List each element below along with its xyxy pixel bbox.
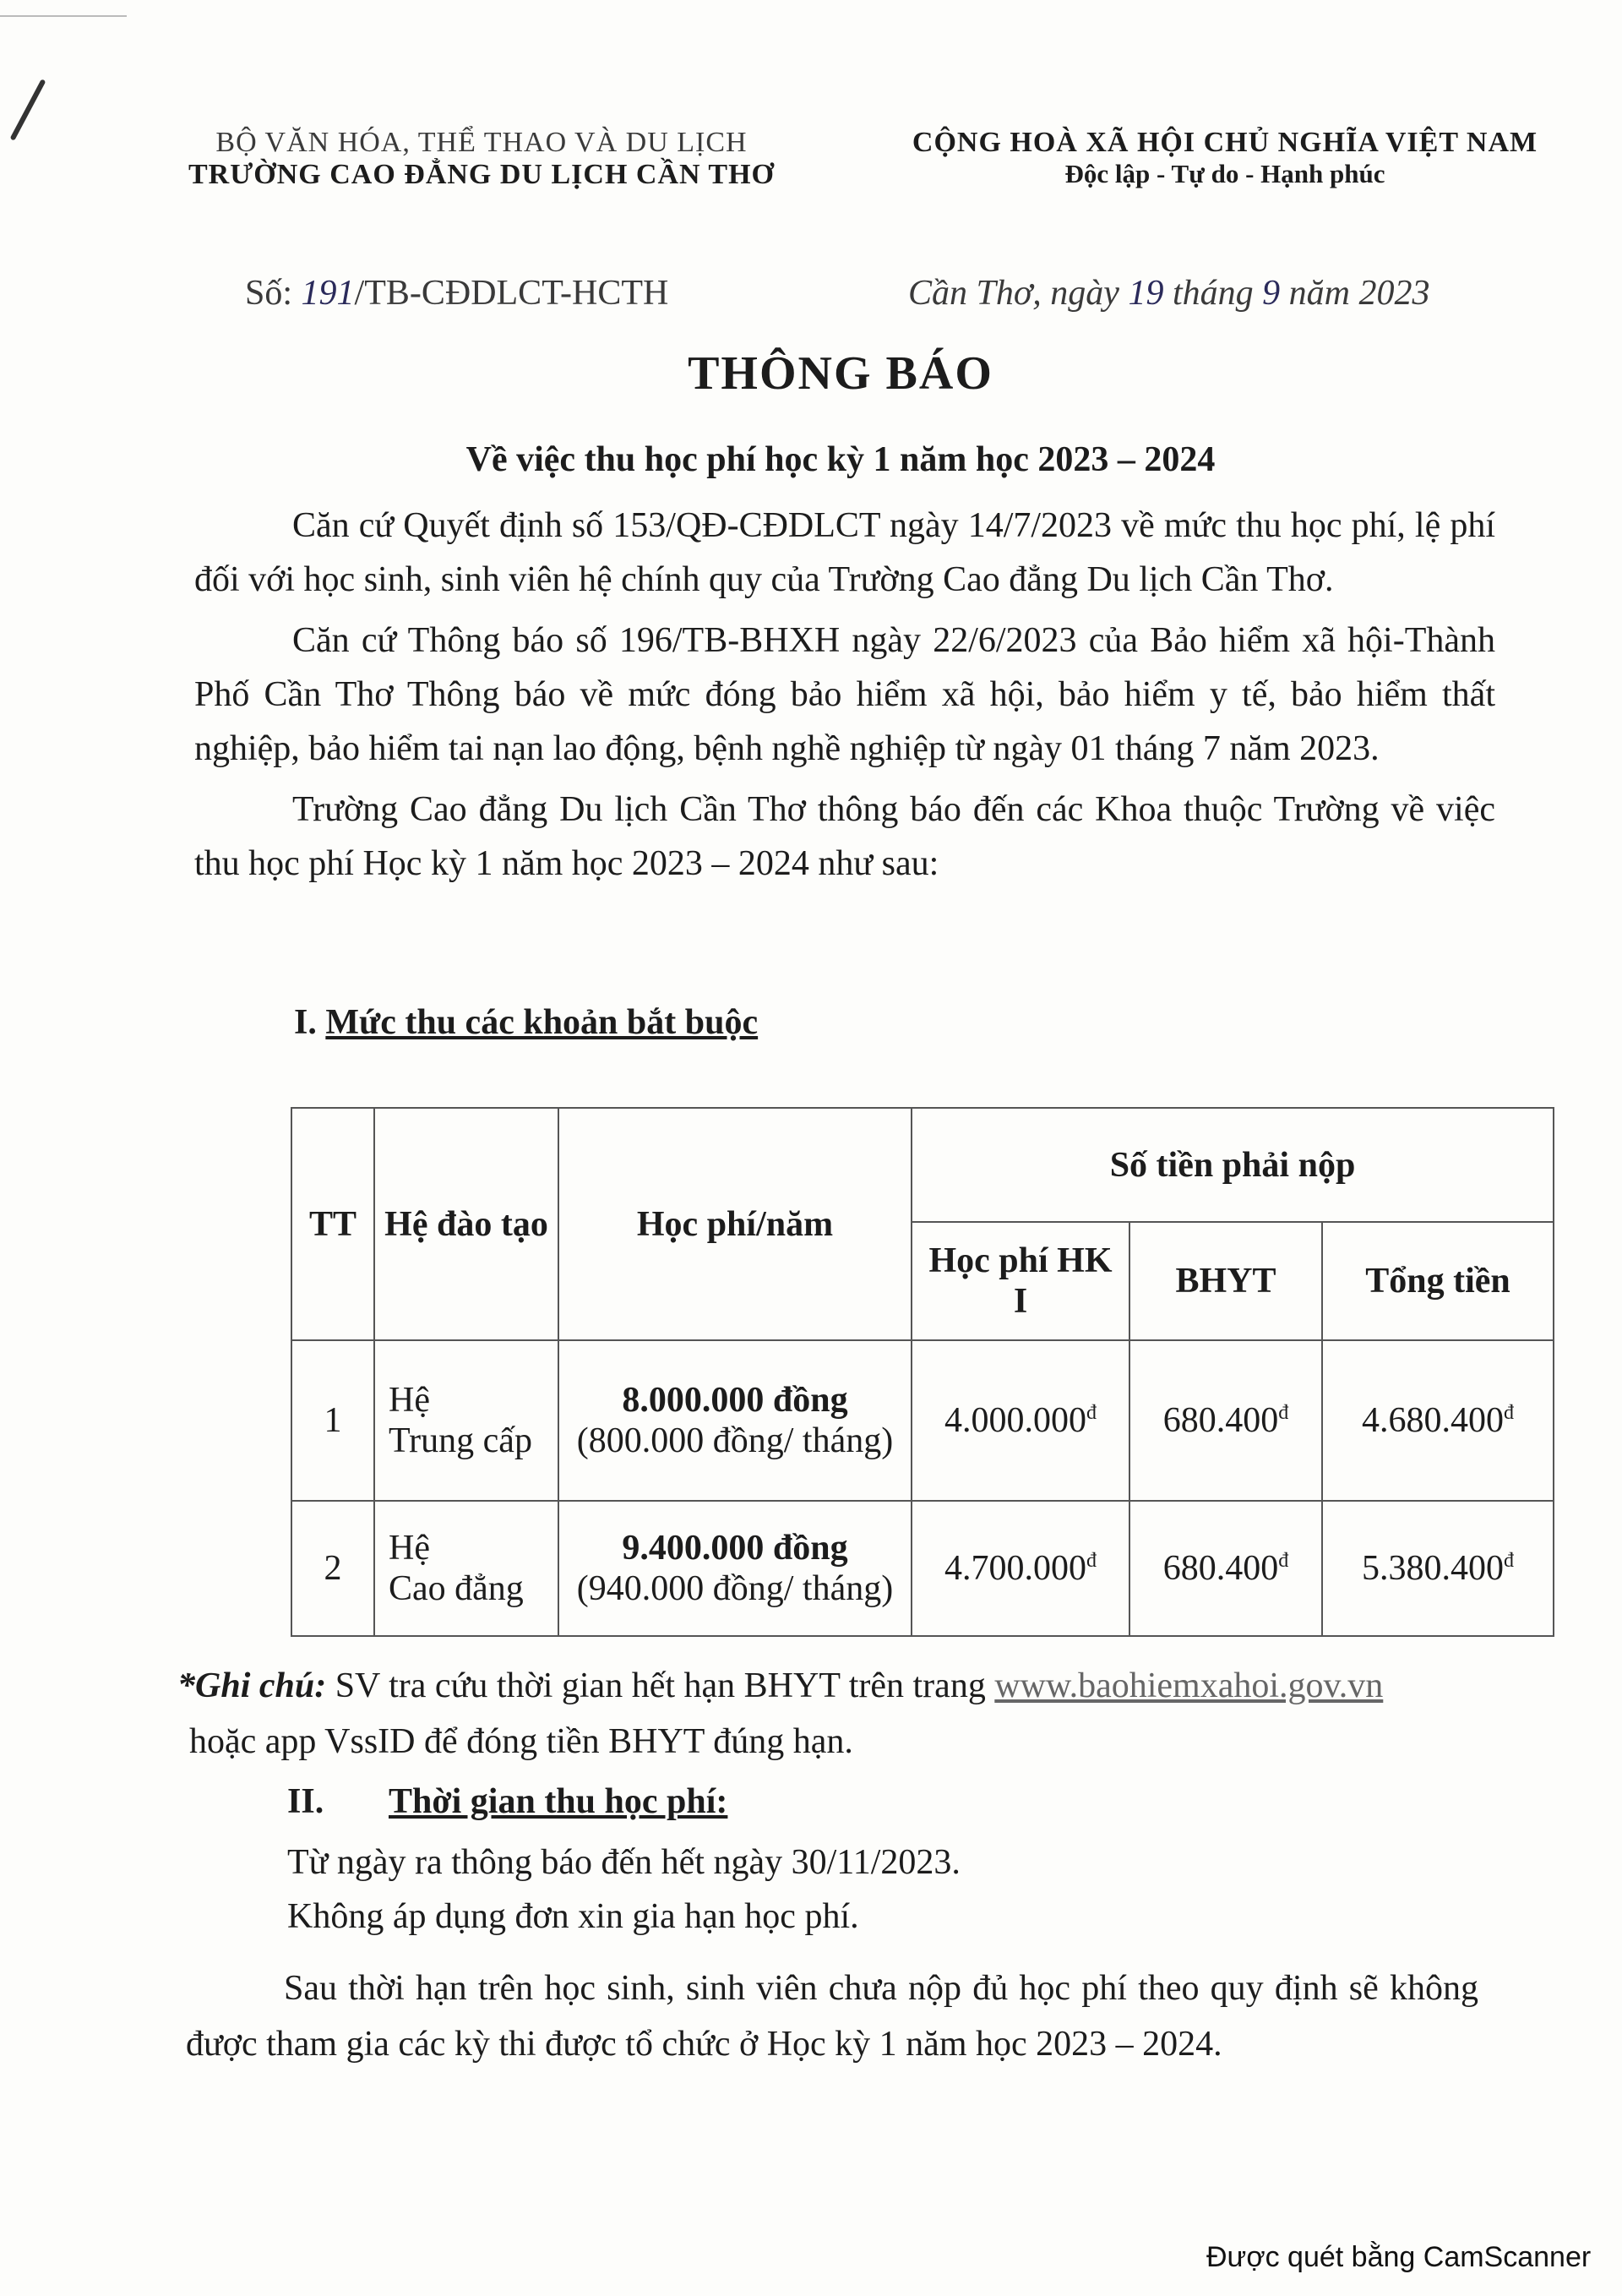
paragraph: Căn cứ Thông báo số 196/TB-BHXH ngày 22/6/2023 của Bảo hiểm xã hội-Thành Phố Cần Thơ Thông báo về mức đóng bảo hiểm xã hội, bảo hiểm y tế, bảo hiểm thất nghiệp, bảo hiểm tai nạn lao động, bệnh nghề nghiệp từ ngày 01 tháng 7 năm 2023. [194, 621, 1495, 768]
doc-number-prefix: Số: [245, 274, 302, 313]
collection-period [287, 1835, 961, 1944]
section-2-heading [287, 1781, 727, 1822]
national-motto: Độc lập - Tự do - Hạnh phúc [1064, 159, 1385, 188]
section-1-heading [294, 1002, 758, 1043]
currency-unit: đ [1278, 1550, 1289, 1572]
cell-semester-fee [912, 1340, 1129, 1501]
closing-text: Sau thời hạn trên học sinh, sinh viên chưa nộp đủ học phí theo quy định sẽ không được tham gia các kỳ thi được tổ chức ở Học kỳ 1 năm học 2023 – 2024. [186, 1969, 1478, 2064]
header-semester-fee: Học phí HK I [912, 1222, 1129, 1340]
bhxh-link[interactable]: www.baohiemxahoi.gov.vn [994, 1666, 1384, 1705]
fee-table [291, 1107, 1554, 1637]
paragraph: Căn cứ Quyết định số 153/QĐ-CĐDLCT ngày 14/7/2023 về mức thu học phí, lệ phí đối với học sinh, sinh viên hệ chính quy của Trường Cao đẳng Du lịch Cần Thơ. [194, 506, 1495, 599]
semester-fee-value: 4.000.000 [944, 1401, 1086, 1440]
section-1-number: I. [294, 1003, 326, 1042]
cell-total [1322, 1501, 1554, 1636]
national-header [887, 127, 1563, 189]
note-label: *Ghi chú: [177, 1666, 327, 1705]
school-name: TRƯỜNG CAO ĐẲNG DU LỊCH CẦN THƠ [188, 159, 776, 190]
issuer-header [169, 127, 794, 191]
pen-mark [10, 79, 46, 140]
currency-unit: đ [1086, 1402, 1097, 1424]
doc-number-suffix: /TB-CĐDLCT-HCTH [354, 274, 669, 313]
program-line-2: Trung cấp [389, 1421, 532, 1460]
total-value: 4.680.400 [1362, 1401, 1504, 1440]
paragraph: Trường Cao đẳng Du lịch Cần Thơ thông báo đến các Khoa thuộc Trường về việc thu học phí Học kỳ 1 năm học 2023 – 2024 như sau: [194, 790, 1495, 883]
section-1-title: Mức thu các khoản bắt buộc [325, 1003, 759, 1042]
date-text-3: năm 2023 [1280, 274, 1430, 313]
document-number [245, 273, 668, 314]
cell-tt: 2 [291, 1501, 374, 1636]
currency-unit: đ [1504, 1402, 1514, 1424]
note-text-2: hoặc app VssID để đóng tiền BHYT đúng hạn. [189, 1722, 853, 1761]
collection-deadline: Từ ngày ra thông báo đến hết ngày 30/11/2023. [287, 1843, 961, 1882]
table-row [291, 1340, 1554, 1501]
program-line-1: Hệ [389, 1529, 430, 1568]
header-bhyt: BHYT [1129, 1222, 1322, 1340]
scan-edge-line [0, 15, 127, 17]
bhyt-value: 680.400 [1162, 1549, 1279, 1588]
cell-semester-fee [912, 1501, 1129, 1636]
country-name: CỘNG HOÀ XÃ HỘI CHỦ NGHĨA VIỆT NAM [912, 127, 1538, 158]
cell-annual-fee [558, 1340, 912, 1501]
table-row [291, 1501, 1554, 1636]
cell-program [374, 1340, 558, 1501]
total-value: 5.380.400 [1362, 1549, 1504, 1588]
note-text: SV tra cứu thời gian hết hạn BHYT trên trang [326, 1666, 995, 1705]
note [177, 1658, 1529, 1770]
doc-number-handwritten: 191 [301, 274, 355, 313]
section-2-title: Thời gian thu học phí: [389, 1782, 728, 1821]
currency-unit: đ [1504, 1550, 1514, 1572]
header-tt: TT [291, 1108, 374, 1340]
monthly-fee-amount: (940.000 đồng/ tháng) [576, 1569, 894, 1608]
scanner-watermark: Được quét bằng CamScanner [1206, 2241, 1592, 2273]
header-total: Tổng tiền [1322, 1222, 1554, 1340]
cell-program [374, 1501, 558, 1636]
header-program: Hệ đào tạo [374, 1108, 558, 1340]
header-amount-due: Số tiền phải nộp [912, 1108, 1554, 1222]
date-month-handwritten: 9 [1262, 274, 1281, 313]
cell-bhyt [1129, 1501, 1322, 1636]
closing-paragraph [186, 1961, 1478, 2072]
section-2-number: II. [287, 1782, 324, 1821]
document-title: THÔNG BÁO [688, 347, 993, 400]
no-extension-note: Không áp dụng đơn xin gia hạn học phí. [287, 1897, 859, 1936]
cell-bhyt [1129, 1340, 1322, 1501]
issue-date [908, 273, 1429, 314]
ministry-name: BỘ VĂN HÓA, THỂ THAO VÀ DU LỊCH [215, 127, 748, 158]
document-subtitle: Về việc thu học phí học kỳ 1 năm học 2023 – 2024 [465, 440, 1216, 479]
cell-tt: 1 [291, 1340, 374, 1501]
cell-total [1322, 1340, 1554, 1501]
header-annual-fee: Học phí/năm [558, 1108, 912, 1340]
semester-fee-value: 4.700.000 [944, 1549, 1086, 1588]
currency-unit: đ [1086, 1550, 1097, 1572]
bhyt-value: 680.400 [1162, 1401, 1279, 1440]
annual-fee-amount: 8.000.000 đồng [622, 1381, 848, 1420]
date-day-handwritten: 19 [1128, 274, 1164, 313]
cell-annual-fee [558, 1501, 912, 1636]
program-line-2: Cao đẳng [389, 1569, 524, 1608]
currency-unit: đ [1278, 1402, 1289, 1424]
monthly-fee-amount: (800.000 đồng/ tháng) [576, 1421, 894, 1460]
program-line-1: Hệ [389, 1381, 430, 1420]
annual-fee-amount: 9.400.000 đồng [622, 1529, 848, 1568]
date-text-1: Cần Thơ, ngày [908, 274, 1129, 313]
document-body [194, 499, 1495, 897]
date-text-2: tháng [1163, 274, 1263, 313]
